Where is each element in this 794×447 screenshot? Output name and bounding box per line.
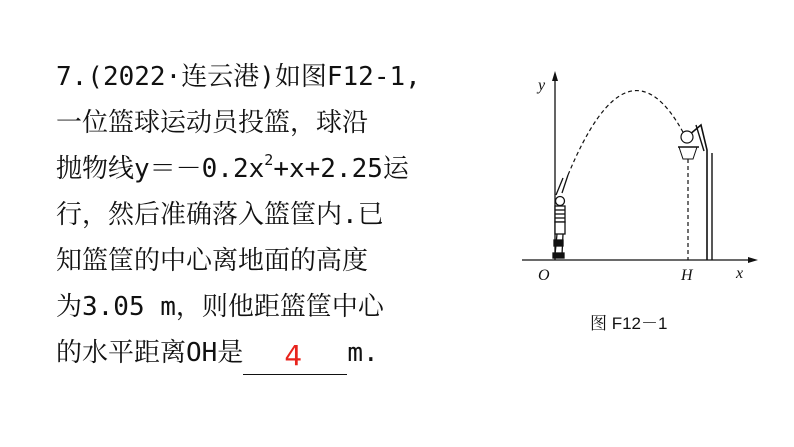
x-axis-arrow: [748, 257, 758, 263]
x-axis-label: x: [736, 265, 744, 282]
basketball-diagram: [500, 55, 790, 345]
question-text: [56, 54, 456, 376]
question-line-1: 7.(2022·连云港)如图F12-1,: [56, 62, 421, 92]
hoop-stand: [689, 125, 707, 260]
y-axis-arrow: [552, 71, 558, 81]
exponent: 2: [264, 151, 274, 169]
figure-caption: 图 F12－1: [590, 314, 668, 333]
ball-trajectory: [568, 91, 684, 175]
origin-label: O: [538, 267, 550, 284]
question-line-5: 知篮筐的中心离地面的高度: [56, 246, 369, 276]
hoop-net: [679, 147, 697, 159]
point-h-label: H: [681, 267, 693, 284]
question-line-2: 一位篮球运动员投篮，球沿: [56, 108, 369, 138]
answer-value: 4: [284, 339, 303, 372]
y-axis-label: y: [538, 77, 546, 94]
question-line-7: 的水平距离OH是 4 m.: [56, 330, 456, 376]
question-line-6: 为3.05 m，则他距篮筐中心: [56, 292, 384, 322]
ball-in-hoop: [681, 131, 693, 143]
question-line-4: 行，然后准确落入篮筐内.已: [56, 200, 384, 230]
question-line-3: 抛物线$y=-0.2x^2+x+2.25$运: [56, 151, 409, 184]
answer-blank: [243, 338, 347, 375]
